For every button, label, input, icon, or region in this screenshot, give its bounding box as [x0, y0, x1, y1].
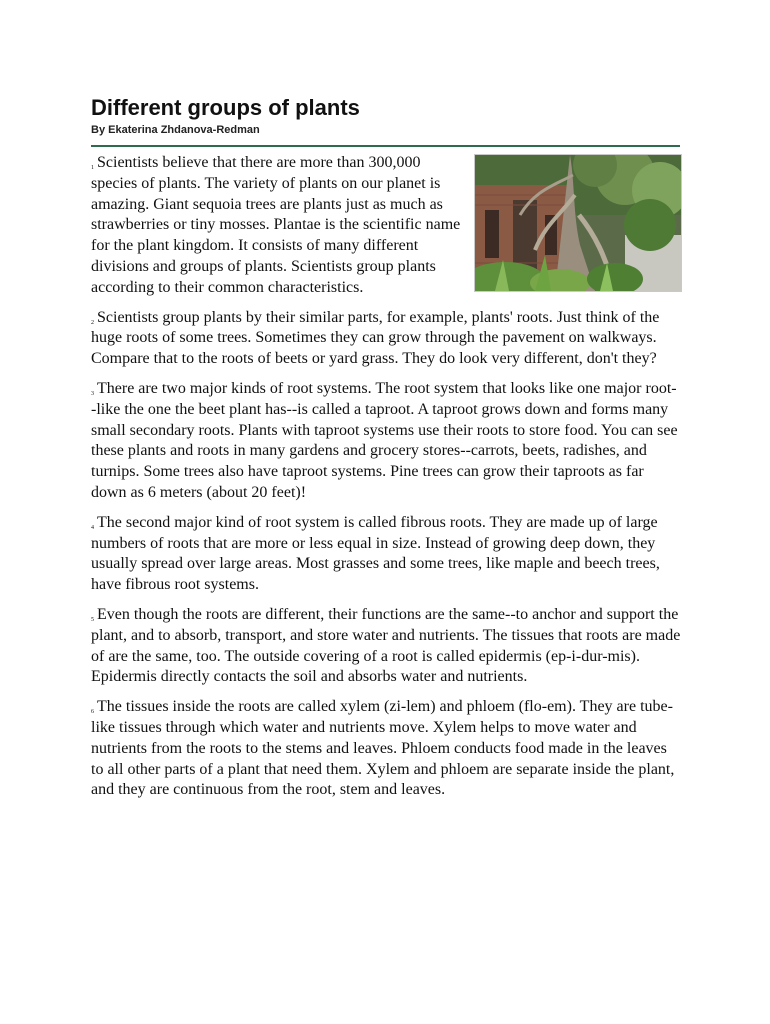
paragraph-text: There are two major kinds of root systems. The root system that looks like one major root--like the one the beet plant has--is called a taproot. A taproot grows down and forms many small secondary roots. Plants with taproot systems use their roots to store food. You can see these plants and roots in many gardens and grocery stores--carrots, beets, radishes, and turnips. Some trees also have taproot systems. Pine trees can grow their taproots as far down as 6 meters (about 20 feet)! — [91, 379, 678, 501]
paragraph-1 — [91, 153, 681, 299]
paragraph-6 — [91, 697, 681, 801]
article-title: Different groups of plants — [91, 95, 360, 120]
paragraph-text: The second major kind of root system is called fibrous roots. They are made up of large numbers of roots that are more or less equal in size. Instead of growing deep down, they usually spread over large areas. Most grasses and some trees, like maple and beech trees, have fibrous root systems. — [91, 513, 660, 594]
paragraph-3 — [91, 379, 681, 504]
paragraph-number: 6 — [91, 709, 94, 716]
paragraph-number: 5 — [91, 616, 94, 623]
paragraph-text: Even though the roots are different, their functions are the same--to anchor and support the plant, and to absorb, transport, and store water and nutrients. The tissues that roots are made of are the same, too. The outside covering of a root is called epidermis (ep-i-dur-mis). Epidermis directly contacts the soil and absorbs water and nutrients. — [91, 605, 681, 686]
paragraph-number: 3 — [91, 390, 94, 397]
paragraph-text: The tissues inside the roots are called xylem (zi-lem) and phloem (flo-em). They are tube-like tissues through which water and nutrients move. Xylem helps to move water and nutrients from the roots to the stems and leaves. Phloem conducts food made in the leaves to all other parts of a plant that need them. Xylem and phloem are separate inside the plant, and they are continuous from the root, stem and leaves. — [91, 698, 675, 799]
paragraph-5 — [91, 605, 681, 688]
article-byline: By Ekaterina Zhdanova-Redman — [91, 124, 260, 136]
article — [91, 93, 681, 801]
paragraph-4 — [91, 513, 681, 596]
tree-roots-photo — [474, 154, 682, 292]
photo-illustration — [475, 155, 681, 291]
title-divider — [91, 145, 680, 147]
paragraph-2 — [91, 308, 681, 370]
paragraph-number: 4 — [91, 524, 94, 531]
paragraph-number: 2 — [91, 319, 94, 326]
paragraph-text: Scientists believe that there are more than 300,000 species of plants. The variety of plants on our planet is amazing. Giant sequoia trees are plants just as much as strawberries or tiny mosses. Plantae is the scientific name for the plant kingdom. It consists of many different divisions and groups of plants. Scientists group plants according to their common characteristics. — [91, 154, 461, 296]
paragraph-number: 1 — [91, 165, 94, 171]
paragraph-text: Scientists group plants by their similar parts, for example, plants' roots. Just think of the huge roots of some trees. Sometimes they can grow through the pavement on walkways. Compare that to the roots of beets or yard grass. They do look very different, don't they? — [91, 308, 660, 368]
